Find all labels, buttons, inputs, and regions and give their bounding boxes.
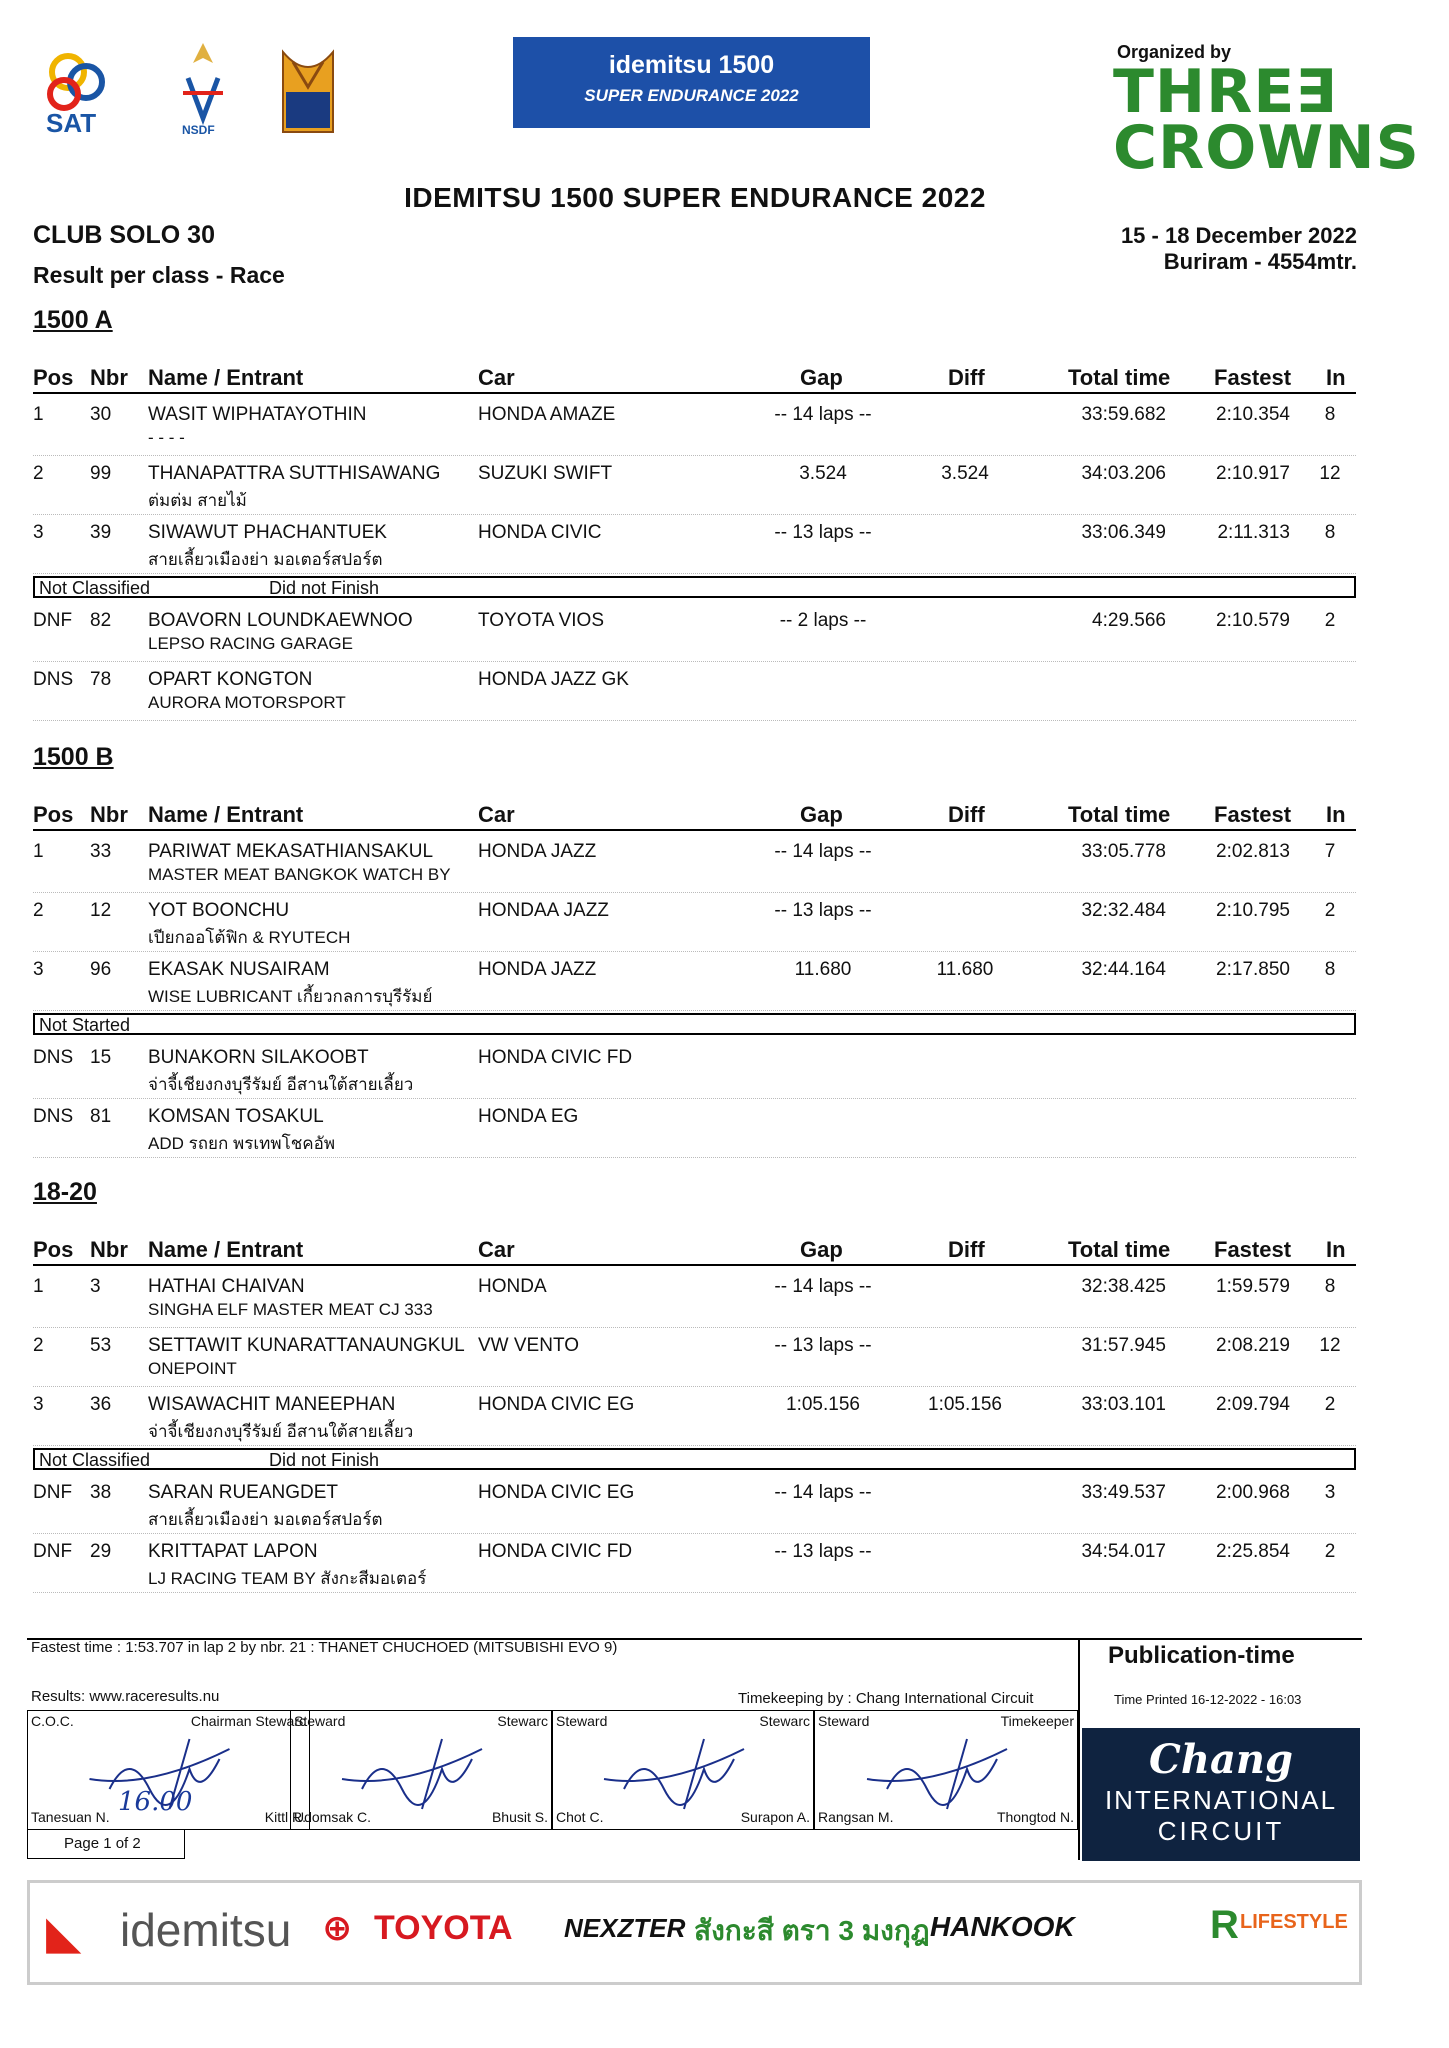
column-header-car: Car: [478, 1237, 515, 1262]
status-banner-left: Not Started: [39, 1015, 131, 1035]
column-header-pos: Pos: [33, 365, 74, 390]
signature-role2: Stewarc: [497, 1713, 548, 1729]
page-number: Page 1 of 2: [64, 1835, 141, 1852]
cell-entrant: สายเลี้ยวเมืองย่า มอเตอร์สปอร์ต: [148, 550, 383, 569]
signature-name: Chot C.: [556, 1809, 604, 1825]
handwritten-signature: [28, 1729, 311, 1819]
cell-entrant: ONEPOINT: [148, 1359, 237, 1378]
column-header-gap: Gap: [800, 365, 843, 390]
cell-gap: -- 14 laps --: [774, 841, 872, 862]
organized-by-label: Organized by: [1117, 42, 1232, 62]
cell-entrant: AURORA MOTORSPORT: [148, 693, 346, 712]
column-header-in: In: [1326, 802, 1346, 827]
cell-total-time: 34:03.206: [1081, 463, 1166, 484]
signature-name2: Thongtod N.: [996, 1809, 1074, 1825]
row-divider: [33, 661, 1356, 662]
cell-total-time: 33:06.349: [1081, 522, 1166, 543]
lifestyle-r-icon: R: [1210, 1903, 1239, 1947]
column-header-gap: Gap: [800, 1237, 843, 1262]
cell-gap: -- 13 laps --: [774, 1541, 872, 1562]
event-banner-subtitle: SUPER ENDURANCE 2022: [584, 86, 799, 105]
column-header-pos: Pos: [33, 1237, 74, 1262]
column-header-pos: Pos: [33, 802, 74, 827]
column-header-fastest: Fastest: [1214, 1237, 1292, 1262]
sat-logo: [38, 42, 118, 142]
cell-fastest: 2:17.850: [1216, 959, 1290, 980]
cell-gap: -- 2 laps --: [779, 610, 867, 631]
cell-fastest: 2:10.795: [1216, 900, 1290, 921]
chang-logo-line2: INTERNATIONAL: [1104, 1785, 1338, 1815]
signature-name2: Bhusit S.: [491, 1809, 548, 1825]
header-rule: [33, 829, 1356, 831]
cell-in-lap: 8: [1324, 1276, 1336, 1297]
cell-nbr: 29: [90, 1541, 112, 1562]
cell-name: SARAN RUEANGDET: [148, 1482, 339, 1503]
cell-fastest: 2:11.313: [1217, 522, 1290, 543]
cell-nbr: 53: [90, 1335, 112, 1356]
sponsor-nexzter: NEXZTER: [564, 1913, 686, 1943]
cell-pos: 3: [33, 1394, 44, 1415]
cell-total-time: 33:59.682: [1081, 404, 1166, 425]
cell-in-lap: 12: [1319, 1335, 1341, 1356]
column-header-diff: Diff: [948, 802, 985, 827]
cell-in-lap: 2: [1324, 1541, 1336, 1562]
cell-pos: 1: [33, 1276, 44, 1297]
idemitsu-sponsor-icon: ◣: [46, 1906, 82, 1958]
sponsor-idemitsu: idemitsu: [120, 1904, 292, 1956]
cell-entrant: LEPSO RACING GARAGE: [148, 634, 353, 653]
cell-nbr: 36: [90, 1394, 112, 1415]
column-header-car: Car: [478, 802, 515, 827]
cell-pos: 2: [33, 463, 44, 484]
cell-pos: DNS: [33, 1106, 74, 1127]
page-number-box: [27, 1829, 185, 1859]
cell-entrant: ต่มต่ม สายไม้: [148, 491, 247, 510]
column-header-nbr: Nbr: [90, 1237, 128, 1262]
results-url: Results: www.raceresults.nu: [31, 1688, 220, 1705]
cell-name: KOMSAN TOSAKUL: [148, 1106, 324, 1127]
signature-box: [27, 1710, 310, 1830]
cell-name: THANAPATTRA SUTTHISAWANG: [148, 463, 441, 484]
handwritten-signature: [291, 1729, 553, 1819]
row-divider: [33, 1157, 1356, 1158]
row-divider: [33, 1445, 1356, 1446]
cell-in-lap: 2: [1324, 610, 1336, 631]
cell-name: SETTAWIT KUNARATTANAUNGKUL: [148, 1335, 465, 1356]
cell-car: SUZUKI SWIFT: [478, 463, 613, 484]
cell-car: HONDA JAZZ: [478, 841, 597, 862]
cell-gap: -- 14 laps --: [774, 1276, 872, 1297]
cell-name: EKASAK NUSAIRAM: [148, 959, 330, 980]
svg-text:SAT: SAT: [46, 108, 97, 138]
cell-car: HONDA JAZZ: [478, 959, 597, 980]
cell-pos: DNS: [33, 669, 74, 690]
row-divider: [33, 573, 1356, 574]
section-title: 18-20: [33, 1178, 97, 1206]
chang-logo-line3: CIRCUIT: [1157, 1816, 1285, 1846]
row-divider: [33, 1010, 1356, 1011]
handwritten-signature: [553, 1729, 815, 1819]
cell-car: HONDA CIVIC EG: [478, 1482, 635, 1503]
cell-total-time: 33:49.537: [1081, 1482, 1166, 1503]
cell-car: HONDA AMAZE: [478, 404, 616, 425]
cell-name: OPART KONGTON: [148, 669, 313, 690]
cell-car: HONDA CIVIC: [478, 522, 602, 543]
cell-fastest: 1:59.579: [1216, 1276, 1290, 1297]
event-dates: 15 - 18 December 2022: [1120, 223, 1357, 248]
cell-diff: 1:05.156: [928, 1394, 1002, 1415]
sponsor-toyota: TOYOTA: [374, 1909, 513, 1947]
row-divider: [33, 1533, 1356, 1534]
cell-name: WISAWACHIT MANEEPHAN: [148, 1394, 396, 1415]
cell-nbr: 12: [90, 900, 112, 921]
cell-gap: -- 14 laps --: [774, 1482, 872, 1503]
cell-pos: 3: [33, 959, 44, 980]
cell-in-lap: 8: [1324, 404, 1336, 425]
sponsor-hankook: HANKOOK: [930, 1911, 1075, 1942]
sponsor-lifestyle: LIFESTYLE: [1240, 1911, 1348, 1933]
cell-total-time: 33:05.778: [1081, 841, 1166, 862]
cell-in-lap: 12: [1319, 463, 1341, 484]
cell-gap: 3.524: [799, 463, 847, 484]
class-title: CLUB SOLO 30: [33, 221, 215, 249]
column-header-in: In: [1326, 1237, 1346, 1262]
cell-total-time: 32:32.484: [1081, 900, 1166, 921]
event-banner-title: idemitsu 1500: [608, 51, 775, 79]
cell-name: YOT BOONCHU: [148, 900, 290, 921]
timekeeping-note: Timekeeping by : Chang International Circuit: [738, 1690, 1034, 1707]
section-title: 1500 A: [33, 306, 113, 334]
cell-fastest: 2:10.579: [1216, 610, 1290, 631]
cell-fastest: 2:10.917: [1216, 463, 1290, 484]
cell-gap: 11.680: [794, 959, 852, 980]
cell-total-time: 31:57.945: [1081, 1335, 1166, 1356]
row-divider: [33, 1098, 1356, 1099]
sponsor-bar: [27, 1880, 1362, 1985]
nsdf-logo: [168, 38, 238, 138]
column-header-fastest: Fastest: [1214, 802, 1292, 827]
signature-box: [552, 1710, 814, 1830]
cell-car: HONDAA JAZZ: [478, 900, 609, 921]
signature-role: Steward: [556, 1713, 608, 1729]
cell-total-time: 34:54.017: [1081, 1541, 1166, 1562]
row-divider: [33, 1327, 1356, 1328]
cell-fastest: 2:00.968: [1216, 1482, 1290, 1503]
cell-total-time: 33:03.101: [1081, 1394, 1166, 1415]
cell-nbr: 99: [90, 463, 112, 484]
column-header-diff: Diff: [948, 365, 985, 390]
cell-in-lap: 8: [1324, 522, 1336, 543]
signature-role2: Timekeeper: [1000, 1713, 1074, 1729]
cell-total-time: 32:44.164: [1081, 959, 1166, 980]
cell-entrant: เปียกออโต้ฟิก & RYUTECH: [148, 928, 351, 947]
cell-nbr: 82: [90, 610, 112, 631]
section-title: 1500 B: [33, 743, 114, 771]
status-banner-left: Not Classified: [39, 578, 151, 598]
signature-box: [814, 1710, 1078, 1830]
cell-pos: 2: [33, 900, 44, 921]
handwritten-time: 16.00: [118, 1787, 193, 1817]
cell-car: TOYOTA VIOS: [478, 610, 604, 631]
handwritten-signature: [815, 1729, 1079, 1819]
column-header-car: Car: [478, 365, 515, 390]
cell-nbr: 96: [90, 959, 112, 980]
column-header-in: In: [1326, 365, 1346, 390]
signature-role2: Chairman Stewarc: [190, 1713, 306, 1729]
signature-role: Steward: [818, 1713, 870, 1729]
cell-fastest: 2:10.354: [1216, 404, 1290, 425]
status-banner-right: Did not Finish: [269, 578, 380, 598]
row-divider: [33, 514, 1356, 515]
signature-name: Rangsan M.: [818, 1809, 894, 1825]
cell-name: WASIT WIPHATAYOTHIN: [148, 404, 367, 425]
cell-diff: 11.680: [936, 959, 994, 980]
cell-diff: 3.524: [941, 463, 989, 484]
cell-entrant: จ่าจี้เชียงกงบุรีรัมย์ อีสานใต้สายเลี้ยว: [148, 1422, 414, 1441]
chang-logo-line1: Chang: [1149, 1736, 1293, 1783]
status-banner: [33, 576, 1356, 598]
sponsor-three-crowns: สังกะสี ตรา 3 มงกุฎ: [694, 1915, 930, 1946]
cell-nbr: 78: [90, 669, 112, 690]
cell-car: HONDA CIVIC FD: [478, 1047, 633, 1068]
fastest-time-note: Fastest time : 1:53.707 in lap 2 by nbr. 21 : THANET CHUCHOED (MITSUBISHI EVO 9): [31, 1639, 618, 1656]
event-venue: Buriram - 4554mtr.: [1163, 249, 1357, 274]
cell-nbr: 30: [90, 404, 112, 425]
result-subtitle: Result per class - Race: [33, 262, 285, 288]
status-banner: [33, 1448, 1356, 1470]
cell-in-lap: 8: [1324, 959, 1336, 980]
row-divider: [33, 1386, 1356, 1387]
toyota-emblem-icon: ⊕: [322, 1907, 353, 1948]
cell-car: HONDA EG: [478, 1106, 579, 1127]
cell-name: KRITTAPAT LAPON: [148, 1541, 318, 1562]
event-banner: [513, 37, 870, 128]
cell-name: SIWAWUT PHACHANTUEK: [148, 522, 387, 543]
signature-box: [290, 1710, 552, 1830]
cell-total-time: 32:38.425: [1081, 1276, 1166, 1297]
cell-entrant: MASTER MEAT BANGKOK WATCH BY: [148, 865, 451, 884]
cell-pos: DNS: [33, 1047, 74, 1068]
column-header-gap: Gap: [800, 802, 843, 827]
cell-in-lap: 7: [1324, 841, 1336, 862]
cell-nbr: 81: [90, 1106, 112, 1127]
cell-entrant: จ่าจี้เชียงกงบุรีรัมย์ อีสานใต้สายเลี้ยว: [148, 1075, 414, 1094]
row-divider: [33, 720, 1356, 721]
signature-name2: Kittl R.: [264, 1809, 306, 1825]
header-rule: [33, 1264, 1356, 1266]
signature-role2: Stewarc: [759, 1713, 810, 1729]
cell-name: BOAVORN LOUNDKAEWNOO: [148, 610, 413, 631]
cell-name: BUNAKORN SILAKOOBT: [148, 1047, 369, 1068]
svg-text:NSDF: NSDF: [182, 123, 215, 137]
publication-time-title: Publication-time: [1108, 1642, 1295, 1669]
row-divider: [33, 455, 1356, 456]
cell-car: HONDA CIVIC FD: [478, 1541, 633, 1562]
document-title: IDEMITSU 1500 SUPER ENDURANCE 2022: [404, 182, 986, 213]
cell-pos: 1: [33, 404, 44, 425]
cell-gap: -- 13 laps --: [774, 522, 872, 543]
signature-name: Tanesuan N.: [31, 1809, 110, 1825]
cell-car: HONDA JAZZ GK: [478, 669, 629, 690]
cell-gap: -- 13 laps --: [774, 900, 872, 921]
cell-in-lap: 3: [1324, 1482, 1336, 1503]
cell-fastest: 2:08.219: [1216, 1335, 1290, 1356]
cell-gap: -- 13 laps --: [774, 1335, 872, 1356]
cell-entrant: SINGHA ELF MASTER MEAT CJ 333: [148, 1300, 433, 1319]
cell-entrant: - - - -: [148, 428, 185, 447]
cell-entrant: ADD รถยก พรเทพโชคอัพ: [148, 1134, 336, 1153]
column-header-total: Total time: [1068, 365, 1171, 390]
cell-fastest: 2:02.813: [1216, 841, 1290, 862]
status-banner-left: Not Classified: [39, 1450, 151, 1470]
cell-nbr: 33: [90, 841, 112, 862]
cell-entrant: WISE LUBRICANT เกี้ยวกลการบุรีรัมย์: [148, 987, 433, 1006]
cell-pos: DNF: [33, 1541, 73, 1562]
cell-gap: -- 14 laps --: [774, 404, 872, 425]
cell-name: PARIWAT MEKASATHIANSAKUL: [148, 841, 434, 862]
cell-car: HONDA: [478, 1276, 547, 1297]
row-divider: [33, 892, 1356, 893]
cell-car: VW VENTO: [478, 1335, 579, 1356]
status-banner: [33, 1013, 1356, 1035]
column-header-total: Total time: [1068, 802, 1171, 827]
row-divider: [33, 951, 1356, 952]
column-header-total: Total time: [1068, 1237, 1171, 1262]
cell-car: HONDA CIVIC EG: [478, 1394, 635, 1415]
cell-pos: DNF: [33, 610, 73, 631]
column-header-nbr: Nbr: [90, 365, 128, 390]
cell-in-lap: 2: [1324, 1394, 1336, 1415]
signature-role: Steward: [294, 1713, 346, 1729]
header-rule: [33, 392, 1356, 394]
signature-name2: Surapon A.: [740, 1809, 810, 1825]
chang-circuit-logo: [1082, 1728, 1360, 1861]
cell-gap: 1:05.156: [786, 1394, 860, 1415]
cell-pos: 2: [33, 1335, 44, 1356]
cell-pos: 1: [33, 841, 44, 862]
cell-entrant: LJ RACING TEAM BY สังกะสีมอเตอร์: [148, 1569, 427, 1588]
column-header-nbr: Nbr: [90, 802, 128, 827]
status-banner-right: Did not Finish: [269, 1450, 380, 1470]
column-header-diff: Diff: [948, 1237, 985, 1262]
cell-pos: 3: [33, 522, 44, 543]
cell-nbr: 3: [90, 1276, 101, 1297]
cell-pos: DNF: [33, 1482, 73, 1503]
cell-nbr: 15: [90, 1047, 112, 1068]
column-header-name: Name / Entrant: [148, 1237, 304, 1262]
signature-role: C.O.C.: [31, 1713, 74, 1729]
cell-nbr: 39: [90, 522, 112, 543]
three-crowns-logo: THRE∃ CROWNS: [1113, 57, 1420, 183]
signature-name: Udomsak C.: [294, 1809, 372, 1825]
column-header-fastest: Fastest: [1214, 365, 1292, 390]
cell-fastest: 2:25.854: [1216, 1541, 1290, 1562]
cell-total-time: 4:29.566: [1092, 610, 1166, 631]
column-header-name: Name / Entrant: [148, 365, 304, 390]
time-printed: Time Printed 16-12-2022 - 16:03: [1114, 1692, 1302, 1707]
cell-name: HATHAI CHAIVAN: [148, 1276, 305, 1297]
crest-logo: [278, 42, 338, 140]
cell-nbr: 38: [90, 1482, 112, 1503]
column-header-name: Name / Entrant: [148, 802, 304, 827]
cell-entrant: สายเลี้ยวเมืองย่า มอเตอร์สปอร์ต: [148, 1510, 383, 1529]
cell-fastest: 2:09.794: [1216, 1394, 1290, 1415]
cell-in-lap: 2: [1324, 900, 1336, 921]
row-divider: [33, 1592, 1356, 1593]
